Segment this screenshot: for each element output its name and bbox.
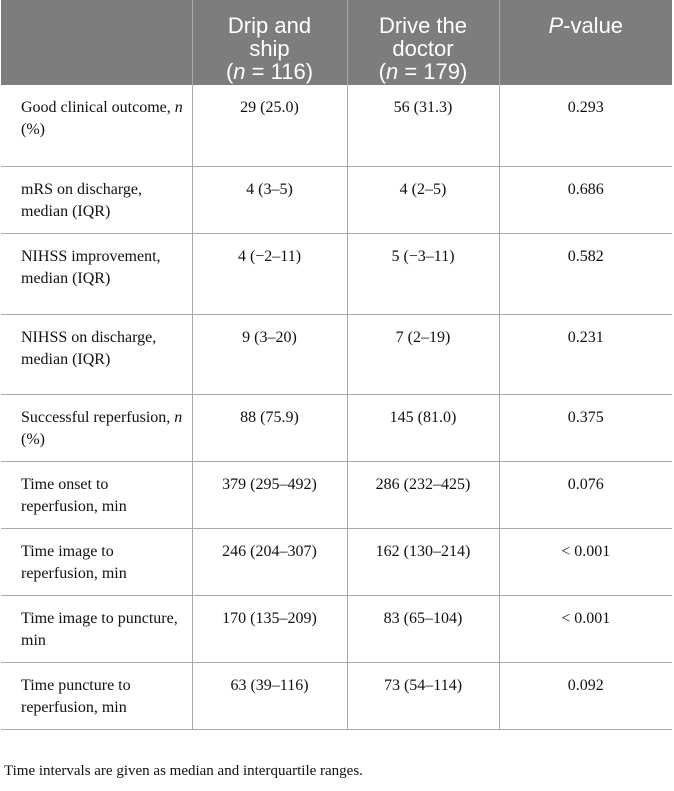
outcomes-table-container [1,0,672,730]
row-label-text: Good clinical outcome, [21,99,175,116]
row-label-text: Successful reperfusion, [21,408,175,426]
row-label-text: NIHSS on discharge, median (IQR) [21,328,157,368]
header-drip-line1: Drip and [227,13,312,38]
cell-drive-the-doctor: 73 (54–114) [347,662,499,729]
cell-drip-and-ship: 9 (3–20) [192,314,347,394]
cell-drive-the-doctor: 7 (2–19) [347,314,499,394]
row-label-text: Time onset to reperfusion, min [21,475,127,515]
cell-drip-and-ship: 88 (75.9) [192,394,347,461]
table-row [1,85,672,166]
cell-p-value: < 0.001 [499,595,672,662]
cell-p-value: 0.092 [499,662,672,729]
cell-drip-and-ship: 246 (204–307) [192,528,347,595]
cell-drip-and-ship: 4 (−2–11) [192,233,347,314]
row-label [1,461,192,528]
table-row [1,662,672,729]
header-drive-n-open: ( [378,59,386,84]
cell-drip-and-ship: 170 (135–209) [192,595,347,662]
cell-drive-the-doctor: 286 (232–425) [347,461,499,528]
cell-drip-and-ship: 4 (3–5) [192,166,347,233]
table-row [1,394,672,461]
header-drive-n-rest: = 179) [398,59,468,84]
header-drive-n-var: n [385,59,399,84]
cell-p-value: 0.076 [499,461,672,528]
header-p-rest: -value [563,13,624,38]
row-label [1,233,192,314]
header-row [1,0,672,85]
header-drive-line1: Drive the [378,13,468,38]
header-drip-n-rest: = 116) [245,59,314,84]
cell-drive-the-doctor: 83 (65–104) [347,595,499,662]
table-row [1,166,672,233]
cell-p-value: 0.582 [499,233,672,314]
table-row [1,528,672,595]
row-label [1,595,192,662]
cell-drive-the-doctor: 5 (−3–11) [347,233,499,314]
header-drive-the-doctor [347,0,499,85]
outcomes-table [1,0,672,730]
cell-drip-and-ship: 63 (39–116) [192,662,347,729]
cell-drip-and-ship: 379 (295–492) [192,461,347,528]
header-drive-line2: doctor [392,36,454,61]
row-label-text: Time image to puncture, min [21,609,178,649]
row-label-suffix: (%) [21,121,45,138]
table-body [1,85,672,729]
header-drip-line2: ship [249,36,290,61]
table-row [1,314,672,394]
cell-p-value: 0.231 [499,314,672,394]
row-label-text: NIHSS improvement, median (IQR) [21,247,161,287]
row-label [1,394,192,461]
table-row [1,595,672,662]
cell-p-value: 0.293 [499,85,672,166]
row-label [1,166,192,233]
header-drip-and-ship [192,0,347,85]
row-label-text: mRS on discharge, median (IQR) [21,180,143,220]
header-drip-n-var: n [233,59,246,84]
table-row [1,233,672,314]
cell-drive-the-doctor: 145 (81.0) [347,394,499,461]
cell-drive-the-doctor: 162 (130–214) [347,528,499,595]
table-footnote: Time intervals are given as median and interquartile ranges. [4,763,363,779]
row-label [1,662,192,729]
row-label [1,528,192,595]
header-drip-n-open: ( [225,59,234,84]
header-empty-cell [1,0,192,85]
row-label-italic: n [174,408,183,426]
table-row [1,461,672,528]
row-label [1,85,192,166]
header-p-value [499,0,672,85]
table-header [1,0,672,85]
row-label [1,314,192,394]
cell-drive-the-doctor: 4 (2–5) [347,166,499,233]
row-label-italic: n [174,99,183,116]
cell-drip-and-ship: 29 (25.0) [192,85,347,166]
header-p-letter: P [548,13,564,38]
row-label-suffix: (%) [21,430,45,448]
cell-p-value: 0.375 [499,394,672,461]
row-label-text: Time puncture to reperfusion, min [21,676,131,716]
cell-drive-the-doctor: 56 (31.3) [347,85,499,166]
cell-p-value: < 0.001 [499,528,672,595]
row-label-text: Time image to reperfusion, min [21,542,127,582]
cell-p-value: 0.686 [499,166,672,233]
